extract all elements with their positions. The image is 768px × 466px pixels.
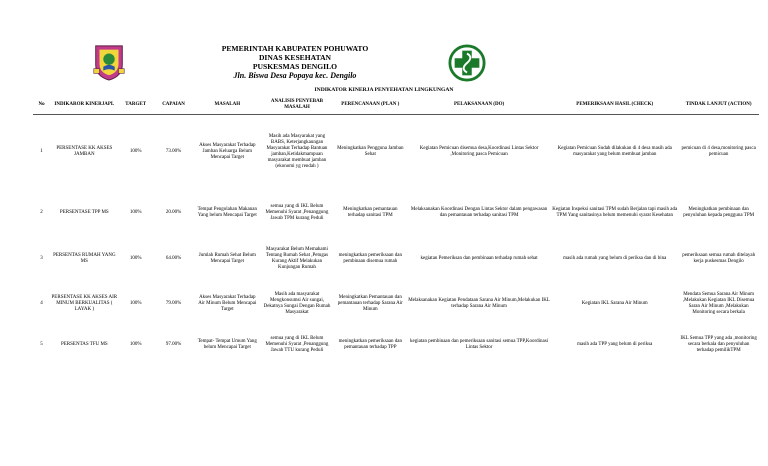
cell-analisis: semua yang di IKL Belum Memenuhi Syarat ,Penanggung Jawab TPM kurang Peduli	[265, 203, 329, 221]
cell-do: kegiatan pembinaan dan pemeriksaan sanitasi semua TPP,Koordinasi Lintas Sektor	[410, 338, 549, 350]
cell-no: 1	[40, 148, 43, 154]
cell-target: 100%	[129, 341, 142, 347]
cell-capaian: 73.00%	[165, 148, 182, 154]
cell-masalah: Jumlah Rumah Sehat Belum Mencapai Target	[198, 252, 256, 264]
cell-indikator: PERSENTASE KK AKSES AIR MINUM BERKUALITAS ( LAYAK )	[51, 294, 118, 312]
table-subtitle: INDIKATOR KINERJA PENYEHATAN LINGKUNGAN	[314, 87, 454, 93]
cell-check: Kegiatan IKL Sarana Air Minum	[581, 300, 648, 306]
col-header-no: No	[33, 96, 50, 115]
cell-plan: Meningkatkan Pemantauan dan pemantauan terhadap Sarana Air Minum	[337, 294, 403, 312]
cell-plan: Meningkatkan pemantauan terhadap sanitasi TPM	[343, 206, 398, 218]
col-header-target: TARGET	[119, 96, 153, 115]
cell-action: Mendata Semua Sarana Air Minum ,Melakukan Kegiatan IKL Disemua Saran Air Minum ,Melakukan Monitoring secara berkala	[682, 291, 755, 315]
col-header-masalah: MASALAH	[194, 96, 260, 115]
cell-masalah: Akses Masyarakat Terhadap Jamban Keluarga Belum Mencapai Target	[199, 142, 256, 160]
letterhead	[150, 44, 440, 80]
col-header-do: PELAKSANAAN (DO)	[407, 96, 551, 115]
cell-indikator: PERSENTASE TPP MS	[59, 209, 109, 215]
col-header-indikator: INDIKAROR KINERJAPL	[50, 96, 118, 115]
cell-action: pemicuan di 4 desa,monitoring pasca pemicuan	[681, 145, 756, 157]
table-row	[33, 115, 759, 189]
cell-capaian: 64.00%	[165, 255, 182, 261]
cell-check: Kegiatan Pemicuan Sudah dilakukan di 4 desa masih ada masyarakat yang belum membuat jamban	[557, 145, 672, 157]
cell-analisis: Masih ada Masyarakat yang BABS, Keterjangkaungan Masyarakat Terhadap Bantuan jamban,Ketidakmampuan masyarakat membuat jamban (ekonomi yg rendah )	[266, 133, 328, 169]
cell-do: Melaksanakan Kegiatan Pendataan Sarana Air Minum,Melakukan IKL terhadap Sarana Air Minum	[408, 297, 550, 309]
cell-masalah: Tempat Pengolahan Makanan Yang belum Mencapai Target	[197, 206, 257, 218]
cell-no: 3	[40, 255, 43, 261]
table-row	[33, 189, 759, 237]
letterhead-line-2: DINAS KESEHATAN	[258, 53, 332, 62]
cell-masalah: Akses Masyarakat Terhadap Air Minum Belum Mencapai Target	[198, 294, 257, 312]
col-header-check: PEMERIKSAAN HASIL (CHECK)	[551, 96, 678, 115]
cell-masalah: Tempat- Tempat Umum Yang belum Mencapai Target	[197, 338, 257, 350]
cell-do: Melaksanakan Koordinasi Dengan Lintas Sektor dalam pengawasan dan pemantauan terhadap sanitasi TPM	[410, 206, 548, 218]
cell-action: IKL Semua TPP yang ada ,monitoring secara berkala dan penyuluhan terhadap pemilikTPM	[680, 335, 757, 353]
cell-analisis: semua yang di IKL Belum Memenuhi Syarat ,Penanggung Jawab TTU kurang Peduli	[265, 335, 329, 353]
cell-capaian: 20.00%	[165, 209, 182, 215]
table-row	[33, 237, 759, 281]
puskesmas-cross-logo-icon	[448, 44, 486, 82]
cell-action: Meningkatkan pembinaan dan penyuluhan kepada pengguna TPM	[683, 206, 755, 218]
table-header-row	[33, 96, 759, 115]
cell-capaian: 79.00%	[165, 300, 182, 306]
cell-check: Kegiatan Inspeksi sanitasi TPM sudah Berjalan tapi masih ada TPM Yang sanitasinya belum memenuhi syarat Kesehatan	[552, 206, 678, 218]
cell-check: masih ada rumah yang belum di periksa dan di bina	[563, 255, 667, 261]
cell-indikator: PERSENTAS TFU MS	[60, 341, 108, 347]
cell-no: 4	[40, 300, 43, 306]
cell-indikator: PERSENTASE KK AKSES JAMBAN	[56, 145, 113, 157]
cell-no: 2	[40, 209, 43, 215]
letterhead-address: Jln. Biswa Desa Popaya kec. Dengilo	[233, 71, 357, 80]
table-row	[33, 327, 759, 363]
cell-plan: meningkatkan pemeriksaan dan pemantauan terhadap TPP	[338, 338, 402, 350]
cell-plan: Meningkatkan Pengguna Jamban Sehat	[337, 145, 404, 157]
col-header-plan: PERENCANAAN (PLAN )	[334, 96, 407, 115]
cell-target: 100%	[129, 255, 142, 261]
col-header-analisis: ANALISIS PENYEBAB MASALAH	[260, 96, 333, 115]
cell-action: pemeriksaan semua rumah ditelayah kerja puskesmas Dengilo	[682, 252, 756, 264]
kabupaten-pohuwato-emblem-icon	[90, 42, 128, 82]
cell-target: 100%	[129, 209, 142, 215]
cell-plan: meningkatkan pemeriksaan dan pembinaan disemua rumah	[338, 252, 402, 264]
cell-target: 100%	[129, 148, 142, 154]
indicator-table	[33, 96, 759, 363]
letterhead-line-3: PUSKESMAS DENGILO	[252, 62, 338, 71]
cell-target: 100%	[129, 300, 142, 306]
cell-analisis: Masyarakat Belum Memahami Tentang Rumah Sehat ,Petugas Kurang Aktif Melakukan Kunjungan Rumah	[265, 246, 329, 270]
cell-capaian: 97.00%	[165, 341, 182, 347]
cell-check: masih ada TPP yang belum di periksa	[577, 341, 653, 347]
letterhead-line-1: PEMERINTAH KABUPATEN POHUWATO	[221, 44, 369, 53]
cell-do: Kegiatan Pemicuan disemua desa,Koordinasi Lintas Sektor ,Monitoring pasca Pemicuan	[419, 145, 539, 157]
table-row	[33, 281, 759, 327]
cell-indikator: PERSENTAS RUMAH YANG MS	[53, 252, 116, 264]
col-header-capaian: CAPAIAN	[153, 96, 195, 115]
cell-no: 5	[40, 341, 43, 347]
cell-analisis: Masih ada masyarakat Mengkonsumsi Air sungai, Dekatnya Sungai Dengan Rumah Masyarakat	[263, 291, 331, 315]
cell-do: kegiatan Pemeriksan dan pembinaan terhadap rumah sehat	[420, 255, 538, 261]
col-header-action: TINDAK LANJUT (ACTION)	[678, 96, 759, 115]
